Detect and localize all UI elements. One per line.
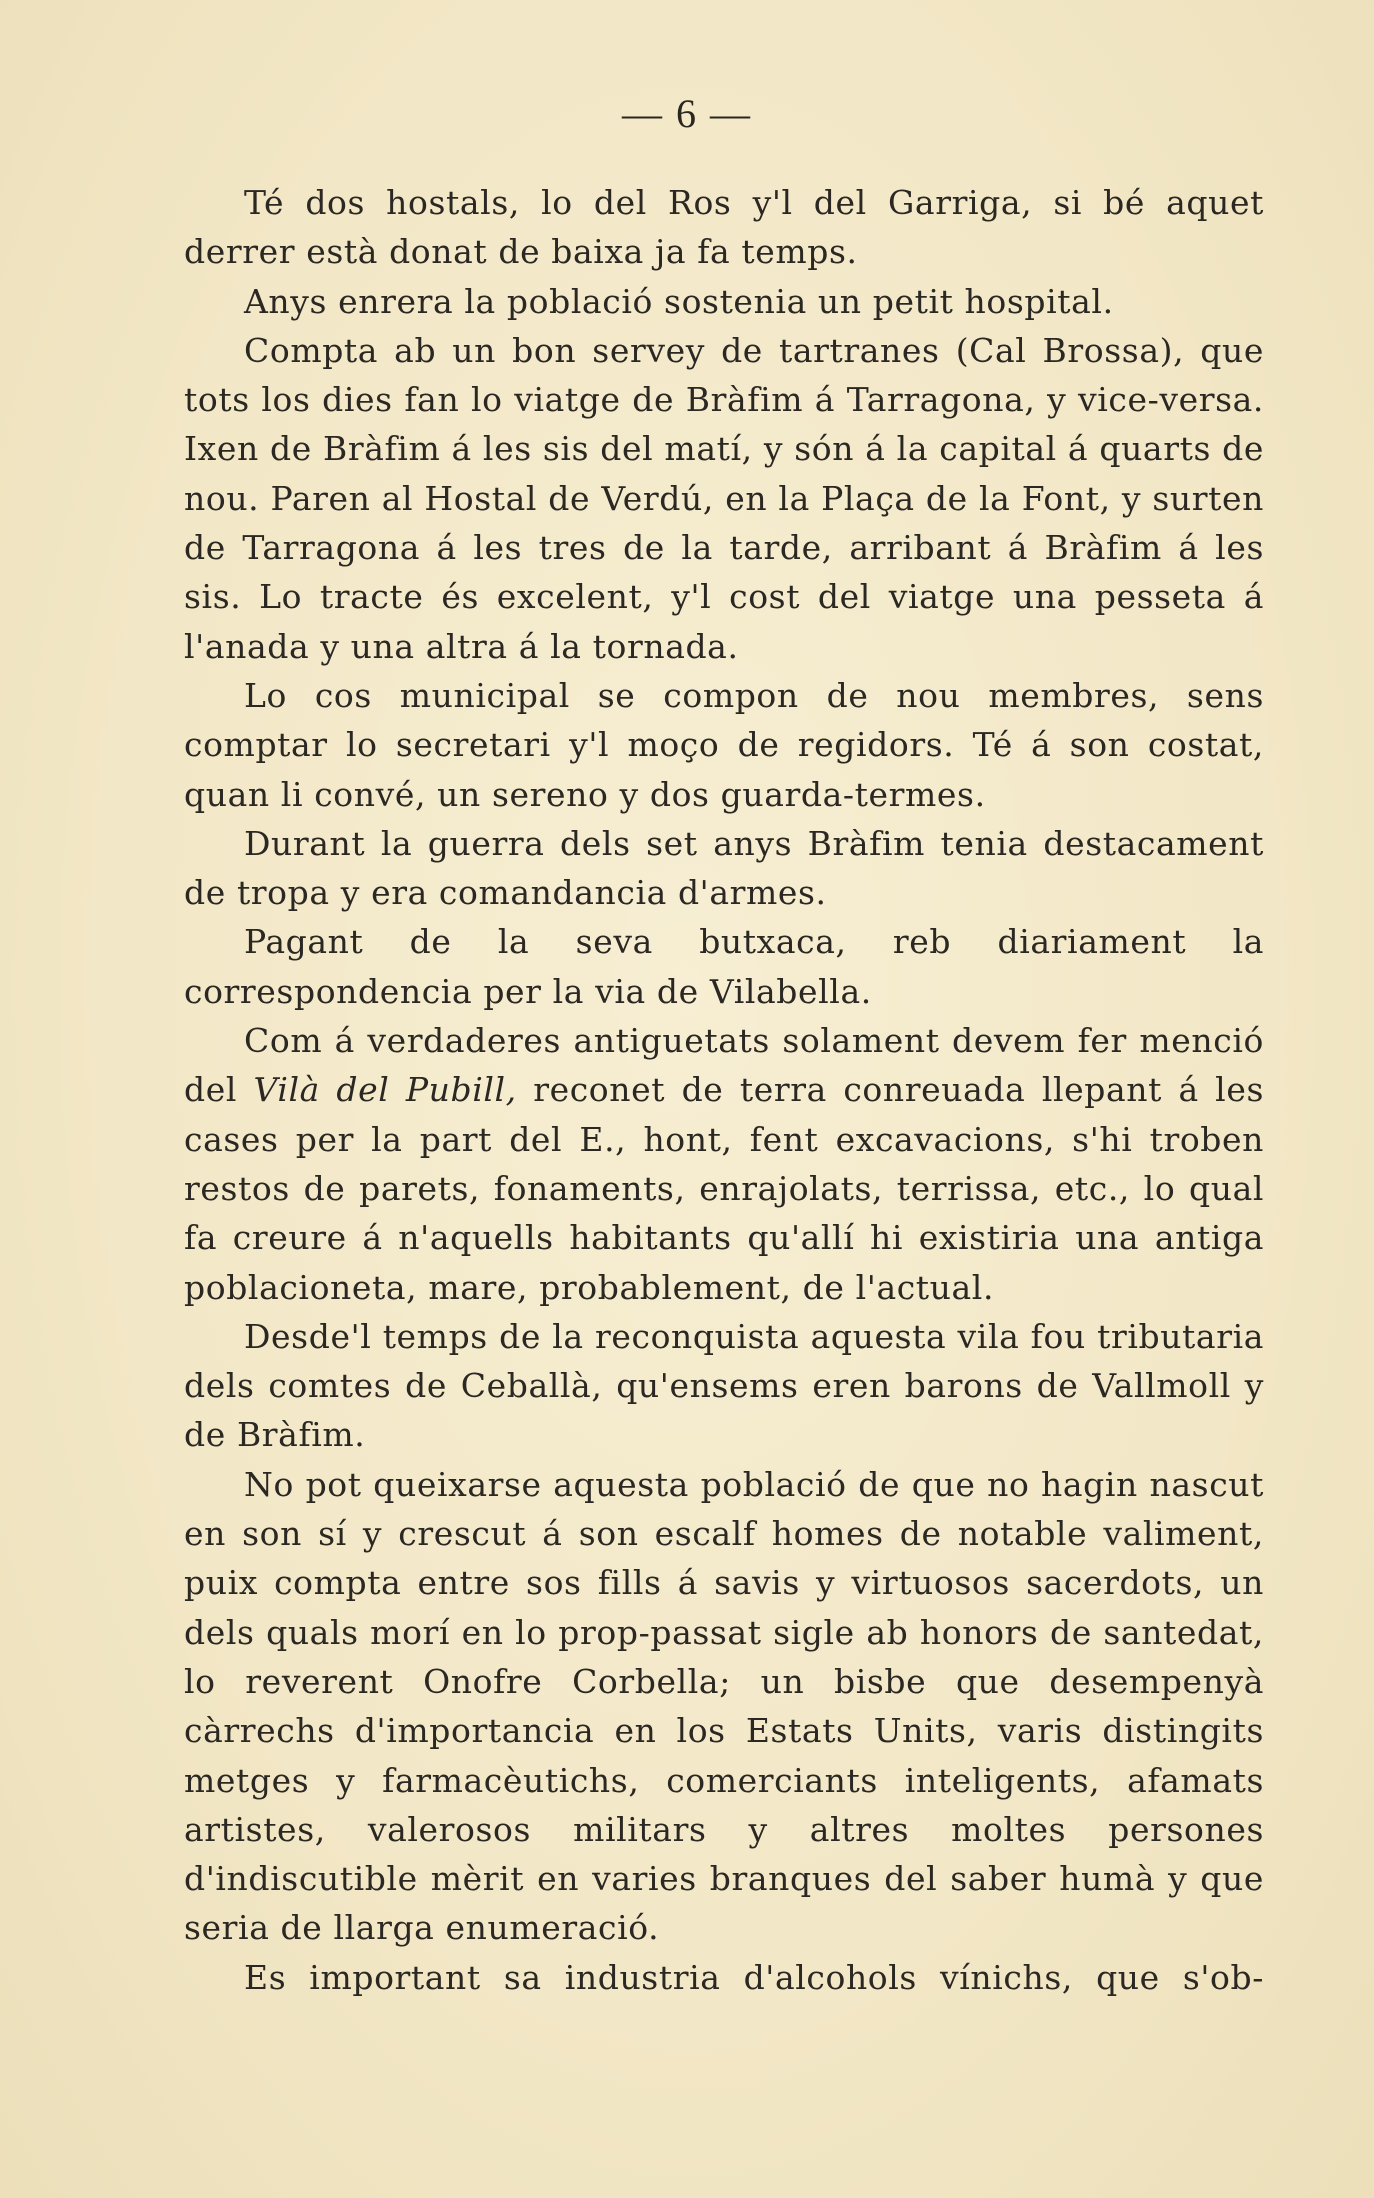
antiguetats-italic-place: Vilà del Pubill, (253, 1070, 517, 1110)
antiguetats-text-before: Com á verdaderes antiguetats solament devem fer menció del (184, 1021, 1264, 1110)
paragraph-hostals: Té dos hostals, lo del Ros y'l del Garriga, si bé aquet derrer està donat de baixa ja fa temps. (184, 183, 1264, 272)
antiguetats-text-after: reconet de terra conreuada llepant á les cases per la part del E., hont, fent excavacions, s'hi troben restos de parets, fonaments, enrajolats, terrissa, etc., lo qual fa creure á n'aquells habitants qu'allí hi existiria una antiga poblacioneta, mare, probablement, de l'actual. (184, 1070, 1264, 1307)
paragraph-cos-municipal: Lo cos municipal se compon de nou membres, sens comptar lo secretari y'l moço de regidors. Té á son costat, quan li convé, un sereno y dos guarda-termes. (184, 675, 1264, 814)
paragraph-tartranes: Compta ab un bon servey de tartranes (Cal Brossa), que tots los dies fan lo viatge de Bràfim á Tarragona, y vice-versa. Ixen de Bràfim á les sis del matí, y són á la capital á quarts de nou. Paren al Hostal de Verdú, en la Plaça de la Font, y surten de Tarragona á les tres de la tarde, arribant á Bràfim á les sis. Lo tracte és excelent, y'l cost del viatge una pesseta á l'anada y una altra á la tornada. (184, 330, 1264, 666)
paragraph-hospital: Anys enrera la població sostenia un petit hospital. (244, 281, 1114, 321)
paragraph-reconquista: Desde'l temps de la reconquista aquesta vila fou tributaria dels comtes de Ceballà, qu'ensems eren barons de Vallmoll y de Bràfim. (184, 1316, 1264, 1455)
paragraph-correspondencia: Pagant de la seva butxaca, reb diariament la correspondencia per la via de Vilabella. (184, 922, 1264, 1011)
paragraph-antiguetats (184, 1016, 1264, 1312)
page-number: — 6 — (622, 91, 752, 136)
paragraph-homes-notables: No pot queixarse aquesta població de que no hagin nascut en son sí y crescut á son escalf homes de notable valiment, puix compta entre sos fills á savis y virtuosos sacerdots, un dels quals morí en lo prop-passat sigle ab honors de santedat, lo reverent Onofre Corbella; un bisbe que desempenyà càrrechs d'importancia en los Estats Units, varis distingits metges y farmacèutichs, comerciants inteligents, afamats artistes, valerosos militars y altres moltes persones d'indiscutible mèrit en varies branques del saber humà y que seria de llarga enumeració. (184, 1464, 1264, 1948)
paragraph-industria: Es important sa industria d'alcohols vínichs, que s'ob- (244, 1957, 1264, 1997)
paragraph-guerra: Durant la guerra dels set anys Bràfim tenia destacament de tropa y era comandancia d'armes. (184, 823, 1264, 913)
page-body-text (184, 178, 1264, 2002)
